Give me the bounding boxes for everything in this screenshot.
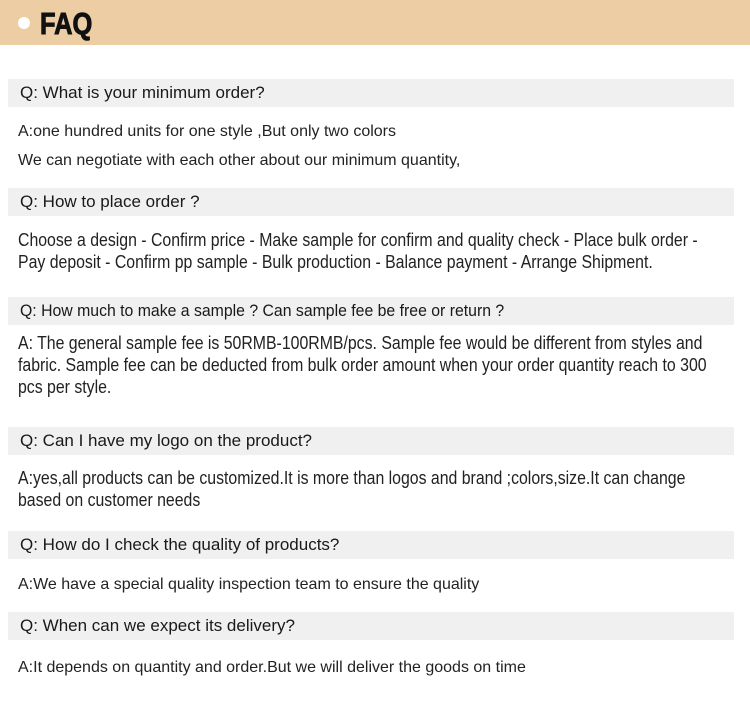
faq-question-bar (8, 612, 734, 640)
faq-answer-line: A:yes,all products can be customized.It is more than logos and brand ;colors,size.It can change (18, 468, 686, 488)
faq-answer (18, 653, 748, 682)
faq-answer (18, 332, 748, 398)
faq-question-bar (8, 531, 734, 559)
faq-question-text: Q: What is your minimum order? (20, 83, 265, 102)
faq-answer (18, 229, 748, 273)
faq-answer-line: Pay deposit - Confirm pp sample - Bulk production - Balance payment - Arrange Shipment. (18, 252, 653, 272)
faq-question-bar (8, 79, 734, 107)
faq-answer-line: Choose a design - Confirm price - Make sample for confirm and quality check - Place bulk order - (18, 230, 698, 250)
faq-answer-line: A:We have a special quality inspection team to ensure the quality (18, 576, 480, 593)
faq-question-bar (8, 427, 734, 455)
faq-answer (18, 117, 748, 175)
faq-header (0, 0, 750, 45)
circle-bullet-icon (18, 17, 30, 29)
faq-question-text: Q: How to place order ? (20, 192, 200, 211)
faq-question-text: Q: How do I check the quality of products? (20, 535, 340, 554)
faq-answer-line: fabric. Sample fee can be deducted from bulk order amount when your order quantity reach to 300 (18, 355, 707, 375)
faq-answer-line: A:It depends on quantity and order.But we will deliver the goods on time (18, 659, 526, 676)
faq-answer (18, 467, 748, 511)
faq-answer-line: pcs per style. (18, 377, 112, 397)
faq-question-text: Q: Can I have my logo on the product? (20, 431, 313, 450)
faq-answer-line: We can negotiate with each other about our minimum quantity, (18, 152, 461, 169)
faq-question-text: Q: How much to make a sample ? Can sample fee be free or return ? (20, 301, 505, 320)
faq-answer-line: A:one hundred units for one style ,But only two colors (18, 123, 396, 140)
faq-answer-line: A: The general sample fee is 50RMB-100RMB/pcs. Sample fee would be different from styles and (18, 333, 703, 353)
faq-question-bar (8, 188, 734, 216)
faq-answer (18, 570, 748, 599)
faq-answer-line: based on customer needs (18, 490, 201, 510)
faq-question-bar (8, 297, 734, 325)
page-title: FAQ (40, 6, 93, 41)
faq-question-text: Q: When can we expect its delivery? (20, 616, 295, 635)
